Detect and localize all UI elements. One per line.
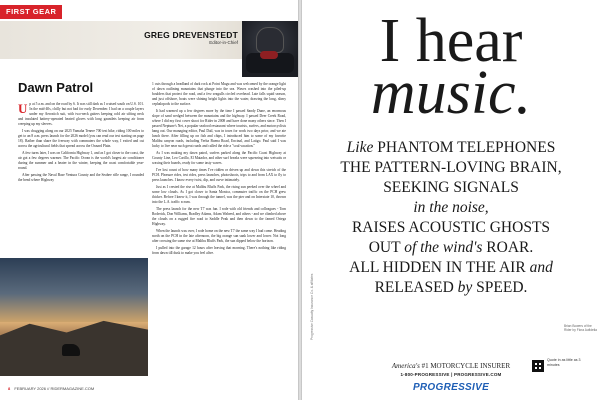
ad-copy-segment: OUT xyxy=(368,239,405,256)
paragraph: Just as I crested the rise at Malibu Bluffs Park, the rising sun peeked over the wheel and some low clouds. As I got closer to Santa Monica, commuter traffic on the PCH grew thicker. Before I knew it, I was through the tunnel, was the pier and on Interstate 10, thrown into the L.A. traffic scrum. xyxy=(152,185,286,204)
ad-copy-segment: in the noise, xyxy=(413,199,489,216)
paragraph: As I was making my dawn patrol, surfers parked along the Pacific Coast Highway at County Line, Leo Carillo, El Matador, and other surf breaks were squeezing into wetsuits or waxing their boards, ready for some tasty waves. xyxy=(152,151,286,165)
helmet-graphic xyxy=(256,27,284,53)
ad-copy-segment: SEEKING SIGNALS xyxy=(383,179,519,196)
drop-cap: U xyxy=(18,102,28,116)
ad-copy-line xyxy=(302,278,600,298)
qr-label: Quote in as little as 3 minutes xyxy=(547,358,581,367)
ad-body-copy xyxy=(302,138,600,298)
ad-copy-segment: SPEED. xyxy=(476,279,528,296)
ad-copy-line xyxy=(302,238,600,258)
tagline-prefix: America's xyxy=(391,362,420,370)
paragraph: 1 cuts through a headland of dark rock at Point Mugu and was welcomed by the orange light of dawn outlining mountains that plunge into the sea. Waves crashed into the piled-up boulders that protect the road, and a few seagulls circled overhead. Late falls squid season, and just offshore, boats were shining bright lights into the water, drawing the long, slimy cephalopods to the surface. xyxy=(152,82,286,106)
contact-line: 1-800-PROGRESSIVE | PROGRESSIVE.COM xyxy=(400,372,502,377)
article-column-2 xyxy=(152,82,286,382)
paragraph: It had warmed up a few degrees more by the time I passed Sandy Dune, an enormous slope of sand wedged between the mountains and the highway. I passed Deer Creek Road, where I did my first cover shoot for Rider in 2008 and have done many others since. Then I passed Neptune's Net, a popular seafood restaurant where tourists, surfers, and motorcyclists hang out. Our managing editor, Paul Dail, was in town for work two days prior, and we ate lunch there. After filling up on fish and chips, I introduced him to some of my favorite Malibu canyon roads, including Yerba Buena Road, Encinal, and Latigo. Paul said I was lucky to live near such great roads and called the ride a "soul vacation." xyxy=(152,109,286,148)
headline-line-1: I hear xyxy=(379,7,523,75)
paragraph: I pulled into the garage 12 hours after leaving that morning. There's nothing like riding from dawn till dusk to make you feel alive. xyxy=(152,246,286,255)
paragraph: The press launch for the new T7 was fun. I rode with old friends and colleagues - Tom Roderick, Don Williams, Bradley Adams, Adam Waheed, and others - and we climbed above the clouds on a rugged fire road to Saddle Peak and then down to the famed Ortega Highway. xyxy=(152,207,286,226)
ad-copy-line xyxy=(302,258,600,278)
ad-copy-segment: PHANTOM TELEPHONES xyxy=(377,139,556,156)
right-page-ad xyxy=(302,0,600,400)
legal-vertical-text: Progressive Casualty Insurance Co. & affiliates xyxy=(310,273,314,340)
ad-copy-line xyxy=(302,198,600,218)
photo-credit: Brian Bowers of the Rider by Flora Aufidelia xyxy=(564,324,597,332)
ad-copy-segment: by xyxy=(457,279,477,296)
page-number: 8 xyxy=(8,386,11,391)
author-role: Editor-in-Chief xyxy=(209,40,238,45)
footer-text: FEBRUARY 2026 // RIDERMAGAZINE.COM xyxy=(14,386,95,391)
paragraph: p at 5 a.m. and on the road by 6. It was still dark as I cruised south on U.S. 101. In the mid-40s, chilly but not bad for early December. I had on a couple layers under my Aerostich suit, with two-neck gaiters keeping cold air sifting neck and insulated battery-operated heated gloves with long gauntlets keeping air from creeping up my sleeves. xyxy=(18,102,144,126)
section-tab: FIRST GEAR xyxy=(0,5,62,19)
rider-silhouette xyxy=(62,344,80,356)
ad-copy-line xyxy=(302,138,600,158)
ad-copy-segment: ALL HIDDEN IN THE AIR xyxy=(349,259,530,276)
brand-logo: PROGRESSIVE xyxy=(412,382,490,393)
column-title: Dawn Patrol xyxy=(18,80,94,95)
ad-copy-line xyxy=(302,218,600,238)
tagline-rest: #1 MOTORCYCLE INSURER xyxy=(421,362,511,370)
ad-copy-segment: THE PATTERN-LOVING BRAIN, xyxy=(340,159,562,176)
ad-copy-segment: RAISES ACOUSTIC GHOSTS xyxy=(351,219,551,236)
ad-copy-line xyxy=(302,158,600,178)
ad-copy-segment: of the wind's xyxy=(404,239,487,256)
article-column-1 xyxy=(18,102,144,254)
author-name: GREG DREVENSTEDT xyxy=(144,30,238,40)
ad-copy-segment: and xyxy=(529,259,553,276)
paragraph: I was chugging along on our 2025 Yamaha Tenere 700 test bike, riding 100 miles to get to an 8 a.m. press launch for the 2026 model (you can read our test starting on page 18). Rather than share the freeway with commuters the whole way, I exited and cut across the agricultural fields that spread across the Oxnard Plain. xyxy=(18,129,144,148)
paragraph: After passing the Naval Base Ventura County and the Seabee rifle range, I rounded the bend where Highway xyxy=(18,173,144,182)
paragraph: I've lost count of how many times I've ridden or driven up and down this stretch of the PCH. Pleasure rides, test rides, press launches, photoshoots, trips to and from LAX to fly to press launches. I know every twist, dip, and curve intimately. xyxy=(152,168,286,182)
author-photo xyxy=(242,21,298,77)
paragraph: When the launch was over, I rode home on the new T7 the same way I had come. Heading north on the PCH in the late afternoon, the big orange sun sank lower and lower. Not long after crossing the same rise at Malibu Bluffs Park, the sun dipped below the horizon. xyxy=(152,229,286,243)
ad-copy-segment: Like xyxy=(346,139,378,156)
coastal-photo xyxy=(0,258,148,376)
qr-code-icon[interactable] xyxy=(532,360,544,372)
left-page xyxy=(0,0,298,400)
page-footer xyxy=(8,386,94,391)
ad-copy-segment: RELEASED xyxy=(374,279,458,296)
fuel-tank-graphic xyxy=(260,51,278,59)
ad-copy-line xyxy=(302,178,600,198)
ad-copy-segment: ROAR. xyxy=(486,239,534,256)
headline-line-2: music. xyxy=(370,59,532,127)
paragraph: A few turns later, I was on California Highway 1, and as I got closer to the coast, the air got a few degrees warmer. The Pacific Ocean is the world's largest air conditioner during the summer and a heater in the winter, keeping the coast comfortable year-round. xyxy=(18,151,144,170)
